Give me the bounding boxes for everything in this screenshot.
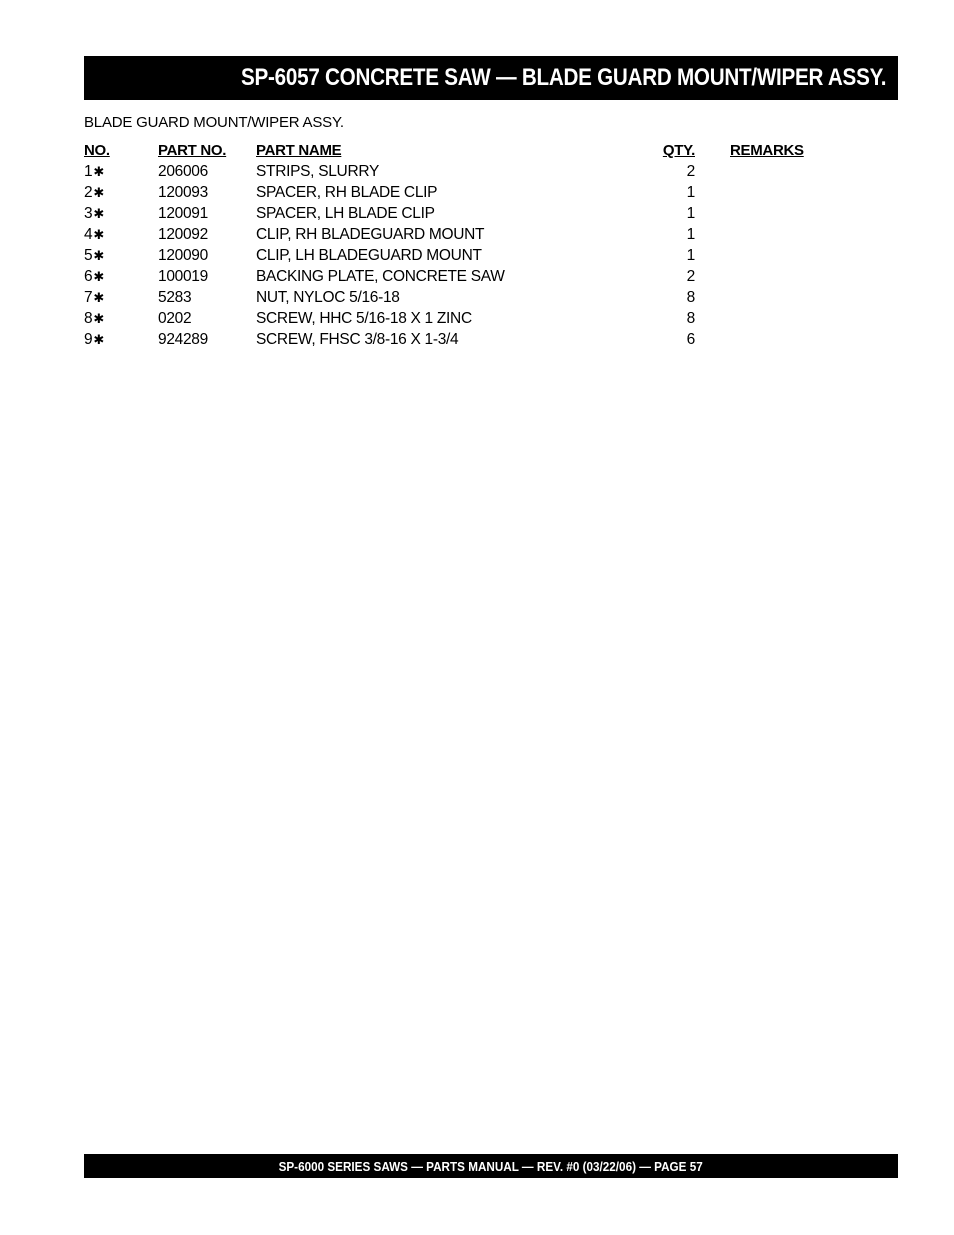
page-title: SP-6057 CONCRETE SAW — BLADE GUARD MOUNT/WIPER ASSY.: [240, 64, 886, 91]
part-name: CLIP, LH BLADEGUARD MOUNT: [256, 247, 482, 264]
item-number-cell: [84, 161, 104, 182]
table-row: [84, 161, 824, 182]
quantity: 8: [686, 289, 695, 306]
part-name: SCREW, HHC 5/16-18 X 1 ZINC: [256, 310, 472, 327]
quantity: 1: [686, 205, 695, 222]
item-number-cell: [84, 287, 104, 308]
part-number: 120091: [158, 205, 208, 222]
item-number-cell: [84, 203, 104, 224]
item-number-cell: [84, 245, 104, 266]
part-name: SCREW, FHSC 3/8-16 X 1-3/4: [256, 331, 459, 348]
item-number: 2: [84, 184, 93, 201]
table-row: [84, 182, 824, 203]
asterisk-icon: ✱: [93, 290, 104, 305]
part-name: NUT, NYLOC 5/16-18: [256, 289, 400, 306]
footer-bar: [84, 1154, 898, 1178]
column-header-no: NO.: [84, 142, 110, 159]
quantity: 2: [686, 268, 695, 285]
column-header-remarks: REMARKS: [730, 142, 804, 159]
asterisk-icon: ✱: [93, 185, 104, 200]
column-header-part-no: PART NO.: [158, 142, 227, 159]
part-name: BACKING PLATE, CONCRETE SAW: [256, 268, 505, 285]
item-number: 7: [84, 289, 93, 306]
item-number-cell: [84, 308, 104, 329]
item-number-cell: [84, 266, 104, 287]
asterisk-icon: ✱: [93, 164, 104, 179]
part-number: 120090: [158, 247, 208, 264]
table-row: [84, 308, 824, 329]
part-number: 100019: [158, 268, 208, 285]
parts-table: [84, 140, 824, 350]
table-row: [84, 266, 824, 287]
asterisk-icon: ✱: [93, 332, 104, 347]
part-name: SPACER, LH BLADE CLIP: [256, 205, 435, 222]
asterisk-icon: ✱: [93, 227, 104, 242]
table-body: [84, 161, 824, 350]
table-row: [84, 224, 824, 245]
part-name: CLIP, RH BLADEGUARD MOUNT: [256, 226, 485, 243]
asterisk-icon: ✱: [93, 248, 104, 263]
quantity: 8: [686, 310, 695, 327]
table-row: [84, 329, 824, 350]
part-name: SPACER, RH BLADE CLIP: [256, 184, 438, 201]
item-number-cell: [84, 224, 104, 245]
quantity: 1: [686, 247, 695, 264]
part-number: 120092: [158, 226, 208, 243]
asterisk-icon: ✱: [93, 206, 104, 221]
table-header-row: [84, 140, 824, 161]
asterisk-icon: ✱: [93, 311, 104, 326]
part-number: 120093: [158, 184, 208, 201]
page-title-bar: [84, 56, 898, 100]
quantity: 1: [686, 226, 695, 243]
item-number-cell: [84, 182, 104, 203]
footer-text: SP-6000 SERIES SAWS — PARTS MANUAL — REV. #0 (03/22/06) — PAGE 57: [278, 1158, 704, 1174]
column-header-part-name: PART NAME: [256, 142, 342, 159]
item-number: 9: [84, 331, 93, 348]
quantity: 2: [686, 163, 695, 180]
quantity: 1: [686, 184, 695, 201]
item-number-cell: [84, 329, 104, 350]
item-number: 1: [84, 163, 93, 180]
table-row: [84, 245, 824, 266]
item-number: 4: [84, 226, 93, 243]
part-number: 924289: [158, 331, 208, 348]
column-header-qty: QTY.: [662, 142, 695, 159]
table-row: [84, 287, 824, 308]
quantity: 6: [686, 331, 695, 348]
item-number: 5: [84, 247, 93, 264]
item-number: 3: [84, 205, 93, 222]
section-caption: BLADE GUARD MOUNT/WIPER ASSY.: [84, 114, 344, 131]
part-number: 5283: [158, 289, 192, 306]
asterisk-icon: ✱: [93, 269, 104, 284]
table-row: [84, 203, 824, 224]
part-number: 0202: [158, 310, 192, 327]
item-number: 6: [84, 268, 93, 285]
part-number: 206006: [158, 163, 208, 180]
part-name: STRIPS, SLURRY: [256, 163, 379, 180]
item-number: 8: [84, 310, 93, 327]
